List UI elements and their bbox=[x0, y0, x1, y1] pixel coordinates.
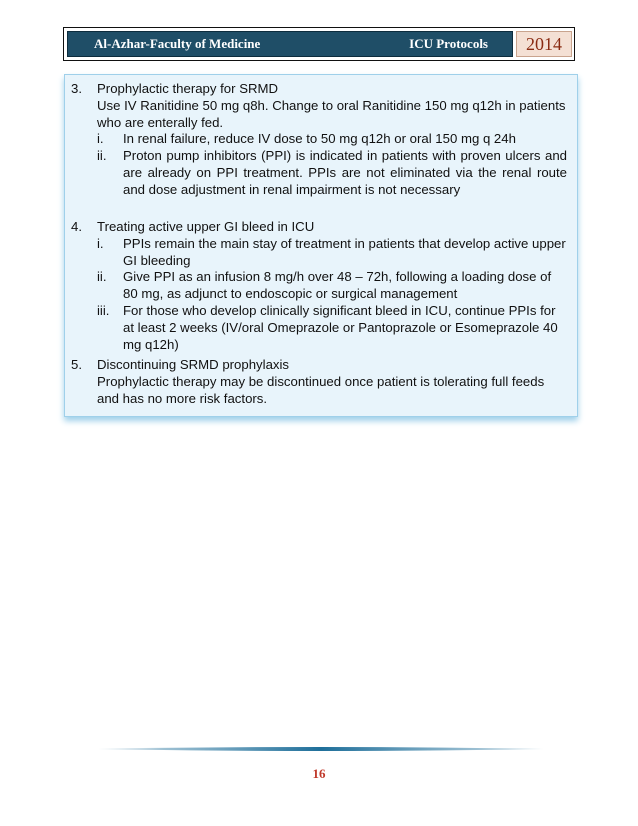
item-text: PPIs remain the main stay of treatment in patients that develop active upper GI bleeding bbox=[123, 235, 566, 268]
header-institution: Al-Azhar-Faculty of Medicine bbox=[94, 36, 261, 51]
section-upper-gi-bleed bbox=[71, 219, 567, 353]
header-year: 2014 bbox=[516, 31, 572, 57]
section-body: Prophylactic therapy may be discontinued once patient is tolerating full feeds and has no more risk factors. bbox=[97, 373, 545, 406]
page-number: 16 bbox=[312, 766, 326, 781]
item-text: Proton pump inhibitors (PPI) is indicated in patients with proven ulcers and are already on PPI treatment. PPIs are not eliminated via the renal route and dose adjustment in renal impairment is not necessary bbox=[123, 148, 567, 197]
item-numeral: ii. bbox=[97, 148, 107, 164]
list-item bbox=[97, 148, 567, 198]
section-number: 4. bbox=[71, 219, 82, 234]
header-banner bbox=[67, 31, 513, 57]
section-title: Prophylactic therapy for SRMD bbox=[97, 81, 279, 96]
item-numeral: i. bbox=[97, 235, 104, 251]
section-number: 3. bbox=[71, 81, 82, 96]
section-body: Use IV Ranitidine 50 mg q8h. Change to oral Ranitidine 150 mg q12h in patients who are enterally fed. bbox=[97, 97, 566, 130]
item-numeral: iii. bbox=[97, 302, 110, 318]
section-title: Discontinuing SRMD prophylaxis bbox=[97, 357, 290, 372]
item-text: For those who develop clinically significant bleed in ICU, continue PPIs for at least 2 weeks (IV/oral Omeprazole or Pantoprazole or Esomeprazole 40 mg q12h) bbox=[123, 302, 558, 352]
list-item bbox=[97, 131, 567, 148]
section-prophylactic-therapy bbox=[71, 81, 567, 199]
page-header bbox=[63, 27, 575, 61]
list-item bbox=[97, 236, 567, 270]
item-text: Give PPI as an infusion 8 mg/h over 48 – 72h, following a loading dose of 80 mg, as adjunct to endoscopic or surgical management bbox=[123, 269, 552, 302]
section-title: Treating active upper GI bleed in ICU bbox=[97, 219, 315, 234]
item-numeral: ii. bbox=[97, 269, 107, 285]
item-numeral: i. bbox=[97, 131, 104, 147]
section-number: 5. bbox=[71, 357, 82, 372]
section-discontinuing-prophylaxis bbox=[71, 357, 567, 407]
header-document-title: ICU Protocols bbox=[409, 36, 488, 51]
item-text: In renal failure, reduce IV dose to 50 mg q12h or oral 150 mg q 24h bbox=[123, 131, 516, 147]
list-item bbox=[97, 303, 567, 353]
footer-divider bbox=[98, 746, 544, 752]
list-item bbox=[97, 269, 567, 303]
protocol-content-box bbox=[64, 74, 578, 417]
